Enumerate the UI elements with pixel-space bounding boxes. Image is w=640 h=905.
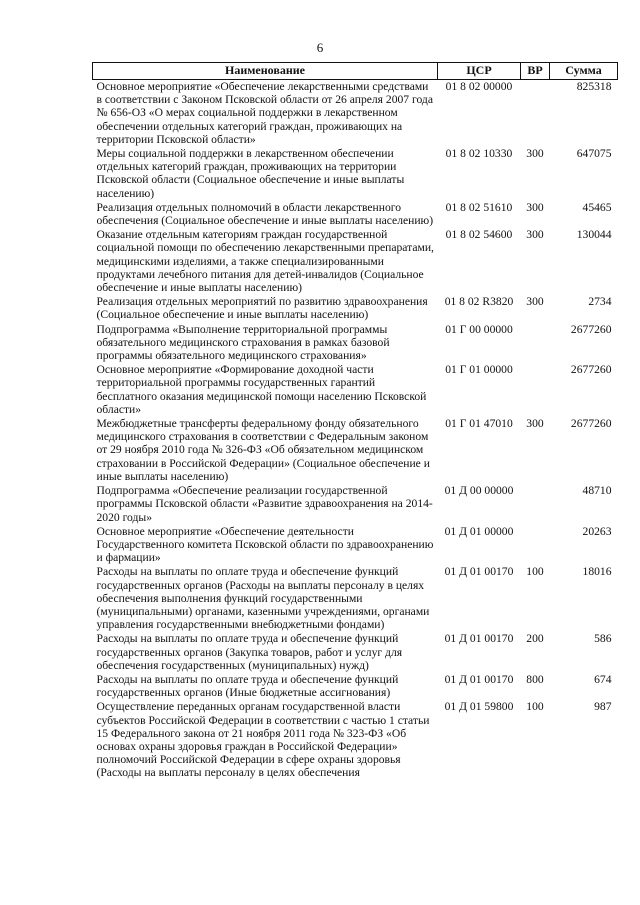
row-sum-cell: 2734 [588, 295, 612, 309]
row-vr-cell: 100 [526, 565, 544, 579]
row-sum-cell: 2677260 [570, 322, 612, 336]
row-csr-cell: 01 8 02 54600 [445, 228, 513, 242]
row-name-cell: Реализация отдельных мероприятий по развитию здравоохранения (Социальное обеспечение и иные выплаты населению) [96, 295, 428, 322]
row-name-cell: Основное мероприятие «Обеспечение деятельности Государственного комитета Псковской области по здравоохранению и фармации» [96, 524, 434, 565]
row-sum-cell: 20263 [582, 524, 612, 538]
row-name-cell: Межбюджетные трансферты федеральному фонду обязательного медицинского страхования в соответствии с Федеральным законом от 29 ноября 2010 года № 326-ФЗ «Об обязательном медицинском страховании в Российской Федерации» (Социальное обеспечение и иные выплаты населению) [96, 417, 430, 483]
row-sum-cell: 48710 [582, 484, 612, 498]
row-name-cell: Основное мероприятие «Обеспечение лекарственными средствами в соответствии с Законом Псковской области от 26 апреля 2007 года № 656-ОЗ «О мерах социальной поддержки в лекарственном обеспечении отдельных категорий граждан, проживающих на территории Псковской области» [96, 80, 433, 146]
row-name-cell: Расходы на выплаты по оплате труда и обеспечение функций государственных органов (Закупка товаров, работ и услуг для обеспечения государственных (муниципальных) нужд) [96, 632, 403, 672]
table-row [93, 484, 618, 525]
row-vr-cell: 300 [526, 295, 544, 309]
row-name-cell: Подпрограмма «Обеспечение реализации государственной программы Псковской области «Развитие здравоохранения на 2014-2020 годы» [96, 484, 433, 524]
row-csr-cell: 01 Г 00 00000 [445, 322, 513, 336]
row-sum-cell: 18016 [582, 565, 612, 579]
row-csr-cell: 01 Д 01 00000 [444, 524, 514, 538]
row-sum-cell: 2677260 [570, 417, 612, 431]
row-vr-cell: 300 [526, 147, 544, 161]
row-csr-cell: 01 8 02 10330 [445, 147, 513, 161]
table-row [93, 363, 618, 417]
row-csr-cell: 01 Д 01 59800 [444, 700, 514, 714]
header-name: Наименование [93, 63, 438, 80]
page-number: 6 [316, 40, 324, 55]
table-row [93, 147, 618, 201]
header-sum: Сумма [550, 63, 618, 80]
table-row [93, 632, 618, 673]
table-row [93, 323, 618, 364]
table-row [93, 80, 618, 148]
table-row [93, 295, 618, 322]
table-row [93, 228, 618, 295]
table-row [93, 565, 618, 632]
row-sum-cell: 987 [594, 700, 612, 714]
row-name-cell: Расходы на выплаты по оплате труда и обеспечение функций государственных органов (Иные бюджетные ассигнования) [96, 672, 399, 700]
row-csr-cell: 01 Д 01 00170 [444, 632, 514, 646]
row-vr-cell: 200 [526, 632, 544, 646]
row-sum-cell: 825318 [576, 80, 612, 93]
row-vr-cell [521, 525, 550, 566]
row-sum-cell: 45465 [582, 200, 612, 214]
row-csr-cell: 01 Д 01 00170 [444, 565, 514, 579]
header-vr: ВР [521, 63, 550, 80]
row-vr-cell [521, 80, 550, 148]
table-header-row [93, 63, 618, 80]
row-sum-cell: 674 [594, 672, 612, 686]
row-csr-cell: 01 Г 01 00000 [445, 363, 513, 377]
row-name-cell: Расходы на выплаты по оплате труда и обеспечение функций государственных органов (Расходы на выплаты персоналу в целях обеспечения выполнения функций государственными (муниципальными) органами, казенными учреждениями, органами управления государственными внебюджетными фондами) [96, 565, 430, 632]
row-csr-cell: 01 Д 00 00000 [444, 484, 514, 498]
table-row [93, 525, 618, 566]
row-vr-cell: 300 [526, 228, 544, 242]
row-name-cell: Подпрограмма «Выполнение территориальной программы обязательного медицинского страхования в рамках базовой программы обязательного медицинского страхования» [96, 322, 390, 363]
row-name-cell: Реализация отдельных полномочий в области лекарственного обеспечения (Социальное обеспечение и иные выплаты населению) [96, 200, 434, 228]
row-csr-cell: 01 8 02 R3820 [444, 295, 514, 309]
header-csr: ЦСР [438, 63, 521, 80]
table-body [93, 80, 618, 781]
table-row [93, 417, 618, 484]
row-name-cell: Оказание отдельным категориям граждан государственной социальной помощи по обеспечению лекарственными препаратами, медицинскими изделиями, а также специализированными продуктами лечебного питания для детей-инвалидов (Социальное обеспечение и иные выплаты населению) [96, 228, 434, 295]
table-row [93, 700, 618, 780]
row-vr-cell [521, 323, 550, 364]
row-vr-cell [521, 363, 550, 417]
table-row [93, 201, 618, 228]
row-csr-cell: 01 8 02 00000 [445, 80, 513, 93]
row-sum-cell: 586 [594, 632, 612, 646]
row-csr-cell: 01 Г 01 47010 [445, 417, 513, 431]
budget-table [92, 62, 618, 781]
row-name-cell: Осуществление переданных органам государственной власти субъектов Российской Федерации в соответствии с частью 1 статьи 15 Федерального закона от 21 ноября 2011 года № 323-ФЗ «Об основах охраны здоровья граждан в Российской Федерации» полномочий Российской Федерации в сфере охраны здоровья (Расходы на выплаты персоналу в целях обеспечения [96, 700, 430, 780]
row-name-cell: Основное мероприятие «Формирование доходной части территориальной программы государственных гарантий бесплатного оказания медицинской помощи населению Псковской области» [96, 363, 427, 416]
row-vr-cell: 100 [526, 700, 544, 714]
row-vr-cell: 800 [526, 672, 544, 686]
row-sum-cell: 2677260 [570, 363, 612, 377]
table-row [93, 673, 618, 700]
row-sum-cell: 130044 [576, 228, 612, 242]
row-vr-cell: 300 [526, 417, 544, 431]
row-name-cell: Меры социальной поддержки в лекарственном обеспечении отдельных категорий граждан, проживающих на территории Псковской области (Социальное обеспечение и иные выплаты населению) [96, 147, 405, 200]
row-vr-cell: 300 [526, 200, 544, 214]
row-csr-cell: 01 8 02 51610 [445, 200, 513, 214]
row-sum-cell: 647075 [576, 147, 612, 161]
row-csr-cell: 01 Д 01 00170 [444, 672, 514, 686]
row-vr-cell [521, 484, 550, 525]
